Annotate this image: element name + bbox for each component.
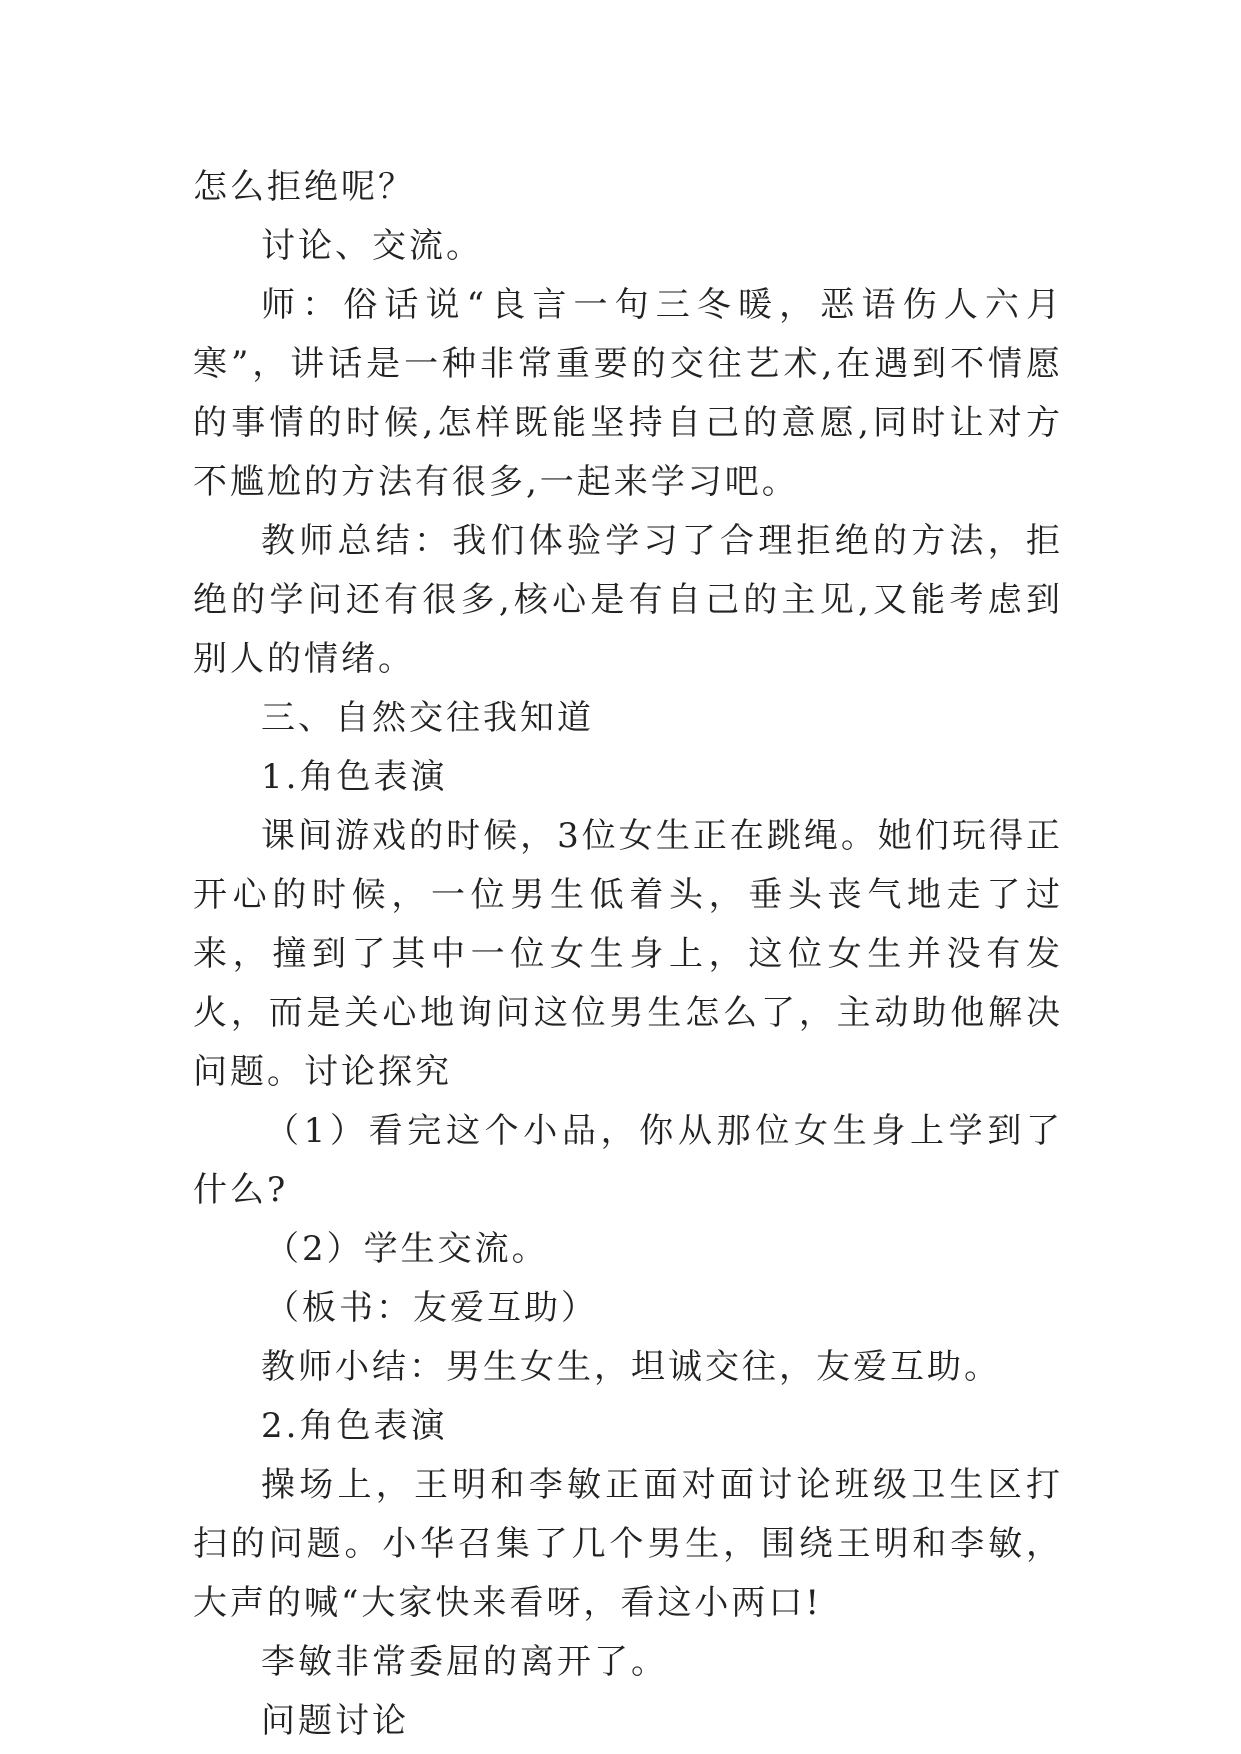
paragraph: 师：俗话说“良言一句三冬暖，恶语伤人六月寒”，讲话是一种非常重要的交往艺术,在遇到不情愿的事情的时候,怎样既能坚持自己的意愿,同时让对方不尴尬的方法有很多,一起来学习吧。 — [193, 285, 1063, 502]
paragraph: 教师总结：我们体验学习了合理拒绝的方法，拒绝的学问还有很多,核心是有自己的主见,又能考虑到别人的情绪。 — [193, 521, 1063, 679]
paragraph: 教师小结：男生女生，坦诚交往，友爱互助。 — [261, 1347, 1001, 1387]
paragraph: 怎么拒绝呢？ — [193, 167, 415, 207]
board-note: （板书：友爱互助） — [265, 1288, 598, 1328]
paragraph: 讨论、交流。 — [261, 226, 483, 266]
paragraph: 操场上，王明和李敏正面对面讨论班级卫生区打扫的问题。小华召集了几个男生，围绕王明和李敏，大声的喊“大家快来看呀，看这小两口! — [193, 1465, 1063, 1623]
paragraph: 问题讨论 — [261, 1701, 409, 1741]
subsection-heading: 1.角色表演 — [261, 757, 448, 797]
document-body — [193, 158, 1063, 1751]
list-item: （1）看完这个小品，你从那位女生身上学到了什么? — [193, 1111, 1063, 1210]
section-heading: 三、自然交往我知道 — [261, 698, 594, 738]
paragraph: 课间游戏的时候，3位女生正在跳绳。她们玩得正开心的时候，一位男生低着头，垂头丧气地走了过来，撞到了其中一位女生身上，这位女生并没有发火，而是关心地询问这位男生怎么了，主动助他解决问题。讨论探究 — [193, 816, 1063, 1092]
list-item: （2）学生交流。 — [265, 1229, 549, 1269]
paragraph: 李敏非常委屈的离开了。 — [261, 1642, 668, 1682]
subsection-heading: 2.角色表演 — [261, 1406, 448, 1446]
